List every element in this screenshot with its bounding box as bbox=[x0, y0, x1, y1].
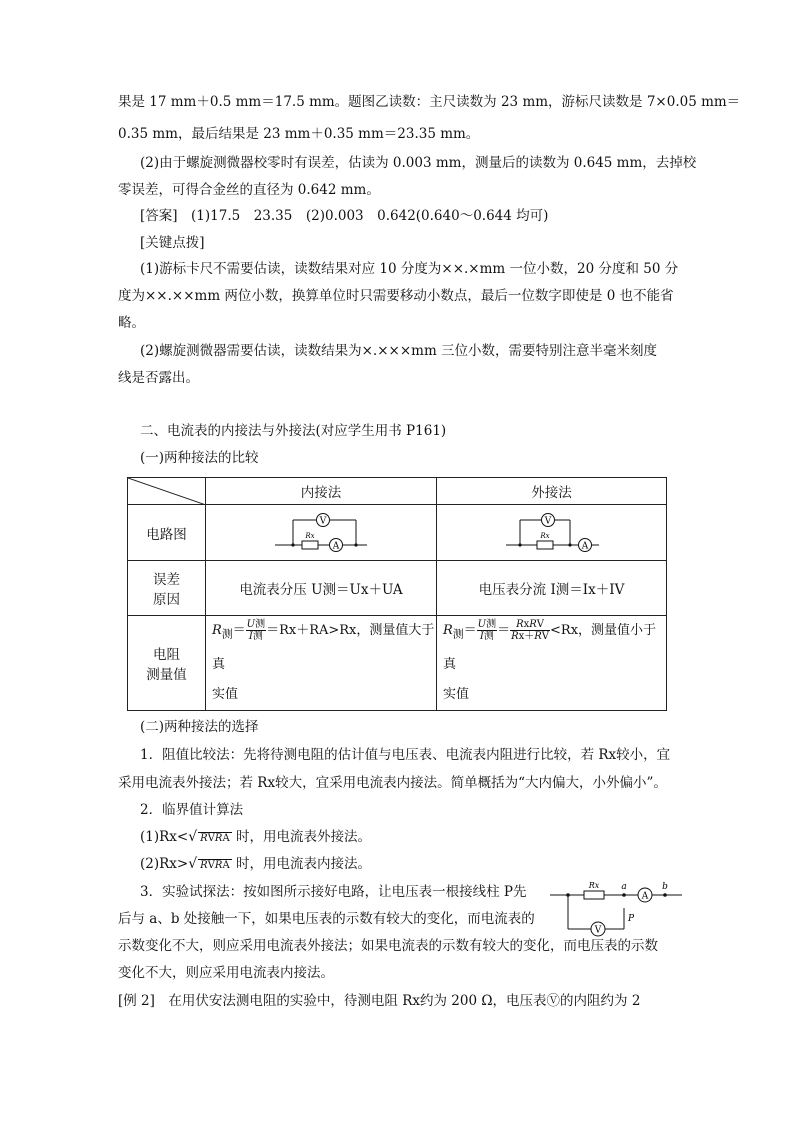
fraction: $\frac{\text{RxRV}}{Rx+RV}$ bbox=[511, 619, 550, 642]
ammeter-symbol: A bbox=[581, 541, 588, 551]
row-label-measured bbox=[128, 616, 206, 711]
example-line: [例 2] 在用伏安法测电阻的实验中，待测电阻 Rx约为 200 Ω，电压表Ⓥ的内阻约为 2 bbox=[118, 993, 641, 1009]
trial-circuit-diagram bbox=[550, 878, 690, 940]
outer-circuit-diagram bbox=[502, 509, 602, 553]
ammeter-symbol: A bbox=[332, 541, 340, 551]
resistor-label: Rx bbox=[588, 881, 600, 890]
section-title: 二、电流表的内接法与外接法(对应学生用书 P161) bbox=[140, 423, 447, 439]
key-points-title: [关键点拨] bbox=[140, 235, 205, 251]
fraction: $\frac{\text{U测}}{\text{I测}}$ bbox=[246, 619, 266, 642]
paragraph-line: 采用电流表外接法；若 Rx较大，宜采用电流表内接法。简单概括为“大内偏大，小外偏小”。 bbox=[118, 775, 667, 791]
inner-circuit-diagram bbox=[271, 509, 371, 553]
paragraph-line: 略。 bbox=[118, 315, 145, 331]
paragraph-line: (2)螺旋测微器需要估读，读数结果为×.×××mm 三位小数，需要特别注意半毫米刻度 bbox=[140, 343, 658, 359]
paragraph-line: 线是否露出。 bbox=[118, 370, 199, 386]
paragraph-line: (1)游标卡尺不需要估读，读数结果对应 10 分度为××.×mm 一位小数，20 分度和 50 分 bbox=[140, 261, 679, 277]
outer-measured-value: $R_测=$ $\frac{\text{U测}}{\text{I测}}$ ＝ $\frac{\text{RxRV}}{Rx+RV}$ <Rx，测量值小于真 实值 bbox=[437, 616, 667, 711]
comparison-table bbox=[127, 477, 667, 711]
condition-line-1: (1)Rx<√ RVRA 时，用电流表外接法。 bbox=[140, 829, 371, 845]
row-label-measured-line1: 电阻 bbox=[153, 646, 180, 663]
inner-error-cause: 电流表分压 U测＝Ux＋UA bbox=[206, 561, 437, 616]
row-label-circuit: 电路图 bbox=[128, 505, 206, 561]
paragraph-line: 2．临界值计算法 bbox=[140, 802, 244, 818]
voltmeter-symbol: V bbox=[544, 516, 551, 526]
header-outer: 外接法 bbox=[437, 478, 667, 505]
paragraph-line: 变化不大，则应采用电流表内接法。 bbox=[118, 965, 334, 981]
paragraph-line: 果是 17 mm＋0.5 mm＝17.5 mm。题图乙读数：主尺读数为 23 mm，游标尺读数是 7×0.05 mm＝ bbox=[118, 94, 741, 110]
answer-line: [答案] (1)17.5 23.35 (2)0.003 0.642(0.640～0.644 均可) bbox=[140, 208, 549, 224]
outer-error-cause: 电压表分流 I测＝Ix＋IV bbox=[437, 561, 667, 616]
resistor-label: Rx bbox=[305, 531, 315, 540]
resistor-label: Rx bbox=[539, 531, 550, 540]
row-label-measured-line2: 测量值 bbox=[146, 666, 187, 683]
table-corner-cell bbox=[128, 478, 206, 505]
paragraph-line: 1．阻值比较法：先将待测电阻的估计值与电压表、电流表内阻进行比较，若 Rx较小，宜 bbox=[140, 747, 671, 763]
header-inner: 内接法 bbox=[206, 478, 437, 505]
paragraph-line: 度为××.××mm 两位小数，换算单位时只需要移动小数点，最后一位数字即使是 0 也不能省 bbox=[118, 288, 674, 304]
ammeter-symbol: A bbox=[641, 891, 649, 902]
subsection-title: (二)两种接法的选择 bbox=[140, 719, 259, 735]
subsection-title: (一)两种接法的比较 bbox=[140, 450, 259, 466]
row-label-error-line2: 原因 bbox=[153, 592, 180, 608]
voltmeter-symbol: V bbox=[594, 925, 602, 936]
row-label-error bbox=[128, 561, 206, 616]
paragraph-line: 零误差，可得合金丝的直径为 0.642 mm。 bbox=[118, 182, 380, 198]
paragraph-line: 示数变化不大，则应采用电流表外接法；如果电流表的示数有较大的变化，而电压表的示数 bbox=[118, 938, 658, 954]
inner-measured-value: $R_测=$ $\frac{\text{U测}}{\text{I测}}$ ＝Rx＋RA>Rx，测量值大于真 实值 bbox=[206, 616, 437, 711]
condition-line-2: (2)Rx>√ RVRA 时，用电流表内接法。 bbox=[140, 856, 371, 872]
paragraph-line: 3．实验试探法：按如图所示接好电路，让电压表一根接线柱 P先 bbox=[140, 884, 527, 900]
paragraph-line: 0.35 mm，最后结果是 23 mm＋0.35 mm＝23.35 mm。 bbox=[118, 126, 480, 142]
paragraph-line: (2)由于螺旋测微器校零时有误差，估读为 0.003 mm，测量后的读数为 0.645 mm，去掉校 bbox=[140, 155, 697, 171]
diagonal-line bbox=[128, 478, 206, 505]
node-b-label: b bbox=[662, 882, 668, 892]
fraction: $\frac{\text{U测}}{\text{I测}}$ bbox=[477, 619, 497, 642]
row-label-error-line1: 误差 bbox=[153, 572, 180, 588]
probe-p-label: P bbox=[628, 914, 635, 924]
node-a-label: a bbox=[621, 882, 627, 892]
paragraph-line: 后与 a、b 处接触一下，如果电压表的示数有较大的变化，而电流表的 bbox=[118, 911, 535, 927]
outer-circuit-cell bbox=[437, 505, 667, 561]
inner-circuit-cell bbox=[206, 505, 437, 561]
voltmeter-symbol: V bbox=[319, 516, 327, 526]
